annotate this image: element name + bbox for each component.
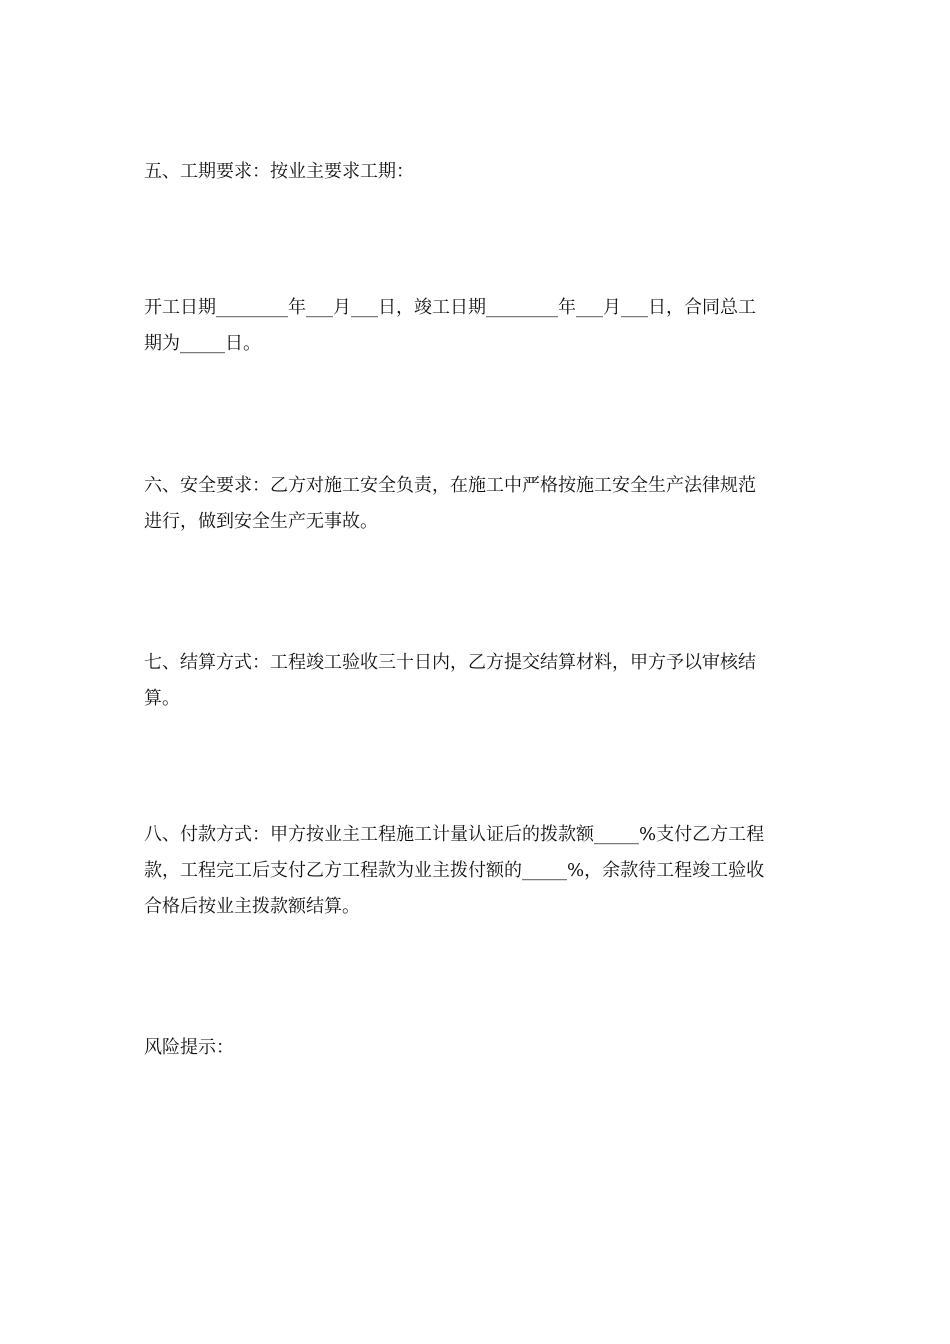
section-8-line-3: 合格后按业主拨款额结算。	[144, 896, 360, 917]
risk-heading	[144, 1030, 804, 1066]
section-6-line-1: 六、安全要求：乙方对施工安全负责，在施工中严格按施工安全生产法律规范	[144, 475, 756, 496]
section-5-heading	[144, 154, 804, 190]
section-7-line-2: 算。	[144, 688, 180, 709]
section-8-line-1: 八、付款方式：甲方按业主工程施工计量认证后的拨款额_____%支付乙方工程	[144, 824, 765, 845]
section-5-heading-text: 五、工期要求：按业主要求工期：	[144, 161, 414, 182]
schedule-line-1: 开工日期________年___月___日，竣工日期________年___月___日，合同总工	[144, 297, 756, 318]
section-8-paragraph	[144, 817, 804, 925]
section-6-paragraph	[144, 468, 804, 540]
section-7-line-1: 七、结算方式：工程竣工验收三十日内，乙方提交结算材料，甲方予以审核结	[144, 652, 756, 673]
section-6-line-2: 进行，做到安全生产无事故。	[144, 511, 378, 532]
section-8-line-2: 款，工程完工后支付乙方工程款为业主拨付额的_____%，余款待工程竣工验收	[144, 860, 765, 881]
section-7-paragraph	[144, 645, 804, 717]
schedule-line-2: 期为_____日。	[144, 333, 261, 354]
risk-heading-text: 风险提示：	[144, 1037, 234, 1058]
schedule-paragraph	[144, 290, 804, 362]
